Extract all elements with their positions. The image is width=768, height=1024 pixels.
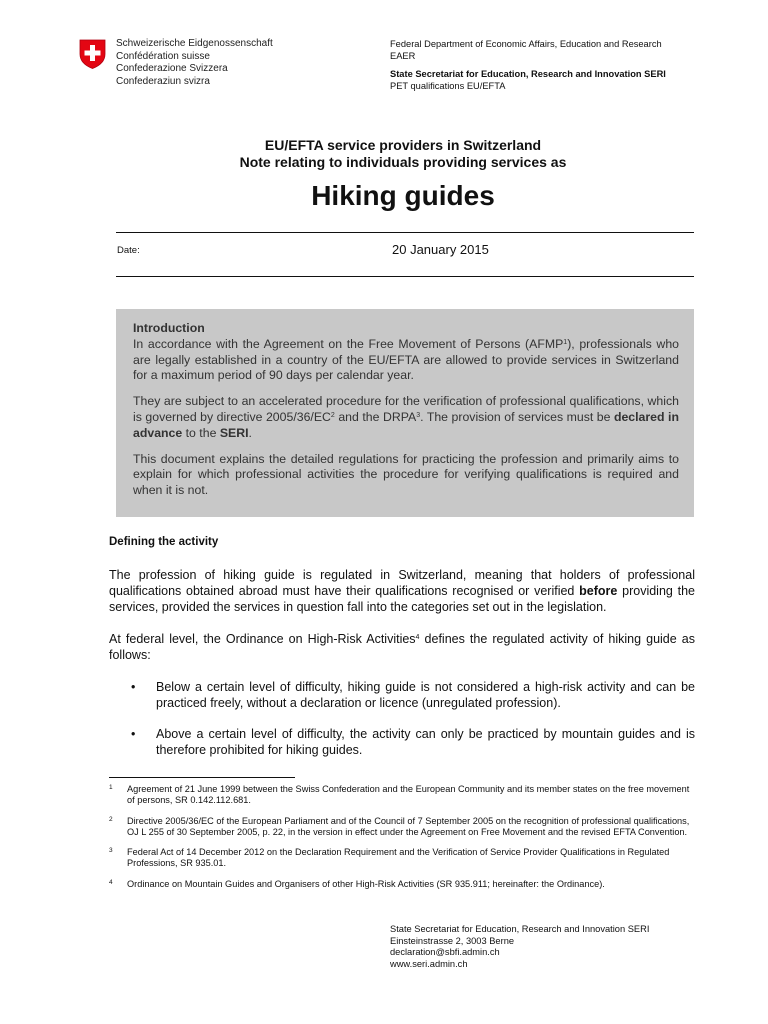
unit-name: PET qualifications EU/EFTA [390, 80, 506, 91]
body-paragraph-2: At federal level, the Ordinance on High-Risk Activities$^4$ defines the regulated activity of hiking guide as follows: [109, 632, 695, 662]
divider-top [116, 232, 694, 233]
introduction-paragraph-2: They are subject to an accelerated procedure for the verification of professional qualifications, which is governed by directive $2005/36/EC^2$ and the DRPA$^3$. The provision of services must be declared in advance to the SERI. [133, 394, 679, 440]
divider-bottom [116, 276, 694, 277]
introduction-box [116, 309, 694, 517]
department-block [390, 39, 666, 92]
bullet-icon: • [131, 680, 136, 694]
list-item: • Above a certain level of difficulty, the activity can only be practiced by mountain guides and is therefore prohibited for hiking guides. [131, 727, 695, 757]
address-secretariat: State Secretariat for Education, Research and Innovation SERI [390, 924, 650, 934]
address-email[interactable]: declaration@sbfi.admin.ch [390, 947, 500, 958]
department-name: Federal Department of Economic Affairs, Education and Research [390, 39, 662, 49]
confederation-name-fr: Confédération suisse [116, 50, 210, 62]
footnote: 4 Ordinance on Mountain Guides and Organisers of other High-Risk Activities (SR 935.911; hereinafter: the Ordinance). [109, 878, 605, 889]
bullet-list [109, 679, 695, 758]
footnote: 1 Agreement of 21 June 1999 between the Swiss Confederation and the European Community and its member states on the free movement of persons, SR 0.142.112.681. [109, 784, 690, 806]
introduction-paragraph-1: In accordance with the Agreement on the Free Movement of Persons (AFMP$^1$), professionals who are legally established in a country of the EU/EFTA are allowed to provide services in Switzerland for a maximum period of 90 days per calendar year. [133, 336, 679, 383]
date-value: 20 January 2015 [392, 242, 489, 257]
confederation-names [116, 38, 273, 88]
introduction-paragraph-3: This document explains the detailed regulations for practicing the profession and primarily aims to explain for which professional activities the procedure for verifying qualifications is required and when it is not. [133, 451, 679, 498]
address-block [390, 924, 649, 970]
footnote: 3 Federal Act of 14 December 2012 on the Declaration Requirement and the Verification of Service Provider Qualifications in Regulated Professions, SR 935.01. [109, 847, 670, 869]
footnotes [109, 784, 694, 899]
swiss-coat-of-arms-icon [79, 39, 106, 69]
introduction-heading: Introduction [133, 321, 205, 335]
bullet-icon: • [131, 727, 136, 741]
department-abbreviation: EAER [390, 50, 416, 61]
confederation-name-it: Confederazione Svizzera [116, 63, 228, 74]
body-paragraph-1: The profession of hiking guide is regulated in Switzerland, meaning that holders of professional qualifications obtained abroad must have their qualifications recognised or verified before providing the services, provided the services in question fall into the categories set out in the legislation. [109, 568, 695, 614]
secretariat-name: State Secretariat for Education, Research and Innovation SERI [390, 69, 666, 79]
date-label: Date: [117, 245, 140, 256]
address-website[interactable]: www.seri.admin.ch [390, 958, 468, 969]
subtitle-line-1: EU/EFTA service providers in Switzerland [264, 137, 542, 153]
address-street: Einsteinstrasse 2, 3003 Berne [390, 935, 515, 946]
footnote-divider [109, 777, 295, 778]
list-item: • Below a certain level of difficulty, hiking guide is not considered a high-risk activity and can be practiced freely, without a declaration or licence (unregulated profession). [131, 680, 695, 710]
section-heading: Defining the activity [109, 536, 219, 548]
document-subtitle [0, 137, 768, 170]
confederation-name-rm: Confederaziun svizra [116, 75, 210, 87]
body-section [109, 534, 695, 773]
footnote: 2 Directive 2005/36/EC of the European Parliament and of the Council of 7 September 2005 on the recognition of professional qualifications, OJ L 255 of 30 September 2005, p. 22, in the version in effect under the Agreement on Free Movement and the revised EFTA Convention. [109, 815, 690, 837]
subtitle-line-2: Note relating to individuals providing services as [239, 153, 567, 170]
confederation-name-de: Schweizerische Eidgenossenschaft [116, 38, 273, 49]
page-title: Hiking guides [311, 180, 495, 211]
